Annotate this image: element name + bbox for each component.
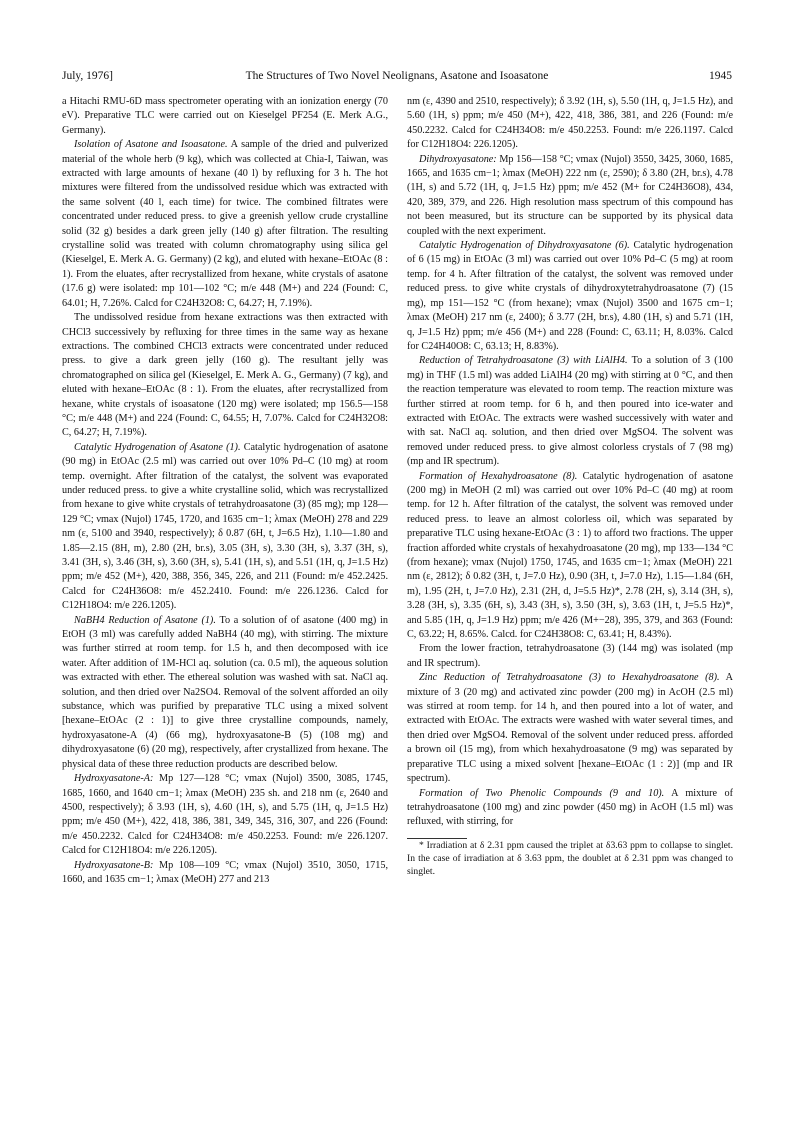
paragraph (62, 138, 388, 311)
paragraph (407, 95, 733, 153)
paragraph-heading: Formation of Two Phenolic Compounds (9 and 10). (419, 787, 665, 799)
paragraph-heading: Isolation of Asatone and Isoasatone. (74, 139, 228, 151)
right-column (407, 95, 733, 1095)
footnote: * Irradiation at δ 2.31 ppm caused the triplet at δ3.63 ppm to collapse to singlet. In the case of irradiation at δ 3.63 ppm, the doublet at δ 2.31 ppm was changed to singlet. (407, 839, 733, 877)
paragraph-heading: Hydroxyasatone-A: (74, 773, 154, 785)
paragraph-text: Mp 108—109 °C; νmax (Nujol) 3510, 3050, 1715, 1660, and 1635 cm−1; λmax (MeOH) 277 and 213 (62, 859, 388, 885)
page-number: 1945 (709, 70, 732, 82)
right-column-paragraphs (407, 95, 733, 830)
paragraph-heading: Dihydroxyasatone: (419, 153, 497, 165)
paragraph (407, 354, 733, 469)
paragraph (62, 859, 388, 888)
paragraph-text: a Hitachi RMU-6D mass spectrometer operating with an ionization energy (70 eV). Preparative TLC were carried out on Kieselgel PF254 (E. Merk A.G., Germany). (62, 96, 388, 136)
paragraph-text: Mp 156—158 °C; νmax (Nujol) 3550, 3425, 3060, 1685, 1665, and 1635 cm−1; λmax (MeOH) 222 nm (ε, 2590); δ 3.80 (2H, br.s), 4.78 (1H, s) and 5.72 (1H, q, J=1.5 Hz) ppm; m/e 452 (M+ for C24H36O8), 434, 420, 389, 379, and 226. High resolution mass spectrum of this compound has not been measured, but its structure can be supported by its physical data coupled with the next experiment. (407, 153, 733, 237)
left-column (62, 95, 388, 1095)
paragraph-heading: Hydroxyasatone-B: (74, 859, 154, 871)
paragraph-text: nm (ε, 4390 and 2510, respectively); δ 3.92 (1H, s), 5.50 (1H, q, J=1.5 Hz), and 5.60 (1H, s) ppm; m/e 450 (M+), 422, 418, 386, 381, and 226 (Found: m/e 450.2232. Calcd for C24H34O8: m/e 450.2253. Found: m/e 226.1197. Calcd for C12H18O4: 226.1205). (407, 96, 733, 151)
header-title: The Structures of Two Novel Neolignans, Asatone and Isoasatone (245, 70, 549, 82)
paragraph (407, 470, 733, 643)
paragraph-text: From the lower fraction, tetrahydroasatone (3) (144 mg) was isolated (mp and IR spectrum). (407, 643, 733, 669)
paragraph-text: To a solution of of asatone (400 mg) in EtOH (3 ml) was carefully added NaBH4 (40 mg), with stirring. The mixture was further stirred at room temp. for 1.5 h, and then decomposed with ice water. After addition of 1M-HCl aq. solution (ca. 0.5 ml), the aqueous solution was extracted with ether. The ethereal solution was washed with sat. NaCl aq. solution, and then dried over Na2SO4. Removal of the solvent afforded an oily substance, which was purified by preparative TLC using a mixed solvent [hexane–EtOAc (2 : 1)] to give three crystalline compounds, namely, hydroxyasatone-A (4) (66 mg), hydroxyasatone-B (5) (108 mg) and dihydroxyasatone (6) (20 mg), respectively, after crystallized from hexane. The physical data of these three reduction products are described below. (62, 614, 388, 770)
paragraph-text: Catalytic hydrogenation of asatone (200 mg) in MeOH (2 ml) was carried out over 10% Pd–C (40 mg) at room temp. for 12 h. After filtration of the catalyst, the solvent was removed under reduced press. to leave an almost colorless oil, which was separated by preparative TLC using hexane-EtOAc (3 : 1) to afford two fractions. The upper fraction afforded white crystals of hexahydroasatone (20 mg), mp 133—134 °C (from hexane); νmax (Nujol) 1750, 1745, and 1635 cm−1; λmax (MeOH) 221 nm (ε, 2812); δ 0.82 (3H, t, J=7.0 Hz), 0.90 (3H, t, J=7.0 Hz), 1.15—1.84 (6H, m), 1.95 (2H, t, J=7.0 Hz), 2.31 (2H, d, J=5.5 Hz)*, 2.78 (2H, s), 3.14 (3H, s), 3.28 (3H, s), 3.35 (6H, s), 3.43 (3H, s), 3.50 (3H, s), 3.63 (1H, t, J=5.5 Hz)*, and 5.85 (1H, q, J=1.9 Hz) ppm; m/e 426 (M+−28), 395, 379, and 363 (Found: C, 63.22; H, 8.65%. Calcd. for C24H38O8: C, 63.41; H, 8.43%). (407, 470, 733, 641)
paragraph-text: Catalytic hydrogenation of 6 (15 mg) in EtOAc (3 ml) was carried out over 10% Pd–C (5 mg) at room temp. for 4 h. After filtration of the catalyst, the solvent was removed under reduced press. to give white crystals of dihydroxytetrahydroasatone (7) (15 mg), mp 151—152 °C (from hexane); νmax (Nujol) 3500 and 1675 cm−1; λmax (MeOH) 217 nm (ε, 2400); δ 3.77 (2H, br.s), 4.80 (1H, s) and 5.71 (1H, q, J=1.5 Hz) ppm; m/e 456 (M+) and 228 (Found: C, 63.11; H, 8.03%. Calcd for C24H40O8: C, 63.13; H, 8.83%). (407, 240, 733, 352)
paragraph (62, 441, 388, 614)
paragraph-heading: Catalytic Hydrogenation of Dihydroxyasatone (6). (419, 240, 630, 252)
paragraph-heading: Catalytic Hydrogenation of Asatone (1). (74, 441, 241, 453)
paragraph-text: The undissolved residue from hexane extractions was then extracted with CHCl3 successively by refluxing for three times in the same way as hexane extractions. The combined CHCl3 extracts were concentrated under reduced press. to give a dark green jelly (160 g). The resultant jelly was chromatographed on silica gel (Kieselgel, E. Merk A. G., Germany) (7 kg), and eluted with hexane–EtOAc (8 : 1). From the eluates, after recrystallized from hexane, white crystals of isoasatone (120 mg) were isolated; mp 156.5—158 °C; m/e 448 (M+) and 224 (Found: C, 64.55; H, 7.07%. Calcd for C24H32O8: C, 64.27; H, 7.19%). (62, 312, 388, 439)
paragraph-text: To a solution of 3 (100 mg) in THF (1.5 ml) was added LiAlH4 (20 mg) with stirring at 0 °C, and then the reaction temperature was elevated to room temp. The reaction mixture was further stirred at room temp. for 6 h, and then poured into ice-water and extracted with EtOAc. The extracts were washed successively with water and with sat. NaCl aq. solution, and then dried over MgSO4. The solvent was removed under reduced press. to give almost colorless crystals of 7 (98 mg) (mp and IR spectrum). (407, 355, 733, 468)
paragraph (62, 772, 388, 858)
paragraph (62, 95, 388, 138)
paragraph-heading: Reduction of Tetrahydroasatone (3) with LiAlH4. (419, 355, 628, 367)
paragraph (407, 239, 733, 354)
journal-page (62, 0, 732, 1123)
header-date: July, 1976] (62, 70, 114, 82)
paragraph-text: A mixture of tetrahydroasatone (100 mg) and zinc powder (450 mg) in AcOH (1.5 ml) was refluxed, with stirring, for (407, 787, 733, 828)
paragraph (407, 642, 733, 671)
running-header (62, 70, 732, 86)
paragraph (407, 787, 733, 830)
paragraph (407, 153, 733, 239)
paragraph-heading: Zinc Reduction of Tetrahydroasatone (3) to Hexahydroasatone (8). (419, 672, 720, 684)
paragraph (62, 311, 388, 441)
paragraph-text: Mp 127—128 °C; νmax (Nujol) 3500, 3085, 1745, 1685, 1660, and 1640 cm−1; λmax (MeOH) 235 sh. and 218 nm (ε, 2640 and 4500, respectively); δ 3.93 (1H, s), 4.60 (1H, s), and 5.75 (1H, q, J=1.5 Hz) ppm; m/e 450 (M+), 422, 418, 386, 381, 349, 345, 316, 307, and 226 (Found: m/e 450.2232. Calcd for C24H34O8: m/e 450.2253. Found: m/e 226.1207. Calcd for C12H18O4: m/e 226.1205). (62, 773, 388, 857)
paragraph-heading: Formation of Hexahydroasatone (8). (419, 470, 578, 482)
paragraph-text: Catalytic hydrogenation of asatone (90 mg) in EtOAc (2.5 ml) was carried out over 10% Pd–C (10 mg) at room temp. overnight. After filtration of the catalyst, the solvent was evaporated under reduced press. to give a white crystalline solid, which was recrystallized from hexane to give white crystals of tetrahydroasatone (3) (85 mg); mp 128—129 °C; νmax (Nujol) 1745, 1720, and 1635 cm−1; λmax (MeOH) 278 and 229 nm (ε, 5100 and 3940, respectively); δ 0.87 (6H, t, J=6.5 Hz), 1.10—1.80 and 1.85—2.15 (8H, m), 2.80 (2H, br.s), 3.05 (3H, s), 3.30 (3H, s), 3.37 (3H, s), 3.41 (3H, s), 3.46 (3H, s), 3.60 (3H, s), 5.41 (1H, s), and 5.51 (1H, q, J=1.5 Hz) ppm; m/e 452 (M+), 420, 388, 356, 345, 226, and 211 (Found: m/e 452.2425. Calcd for C24H36O8: m/e 452.2410. Found: m/e 226.1236. Calcd for C12H18O4: m/e 226.1205). (62, 441, 388, 612)
paragraph (407, 671, 733, 786)
paragraph-text: A sample of the dried and pulverized material of the whole herb (9 kg), which was collected at Chia-I, Taiwan, was extracted with large amounts of hexane (40 l) by refluxing for 3 h. The hot mixtures were filtered from the undissolved residue which was extracted with the same solvent (40 l, each time) for twice. The combined filtrates were concentrated under reduced press. to give a greenish yellow crude crystalline solid (32 g) besides a dark green jelly (140 g) after filtration. The resulting crystalline solid was treated with column chromatography using silica gel (Kieselgel, E. Merk A. G. Germany) (2 kg), and eluted with hexane–EtOAc (8 : 1). From the eluates, after recrystallized from hexane, white crystals of asatone (17.6 g) were isolated: mp 101—102 °C; m/e 448 (M+) and 224 (Found: C, 64.01; H, 7.26%. Calcd for C24H32O8: C, 64.27; H, 7.19%). (62, 139, 388, 309)
paragraph-heading: NaBH4 Reduction of Asatone (1). (74, 614, 216, 626)
paragraph (62, 614, 388, 772)
paragraph-text: A mixture of 3 (20 mg) and activated zinc powder (200 mg) in AcOH (2.5 ml) was stirred at room temp. for 14 h, and then poured into a lot of water, and extracted with EtOAc. The extracts were washed with water several times, and then dried over MgSO4. Removal of the solvent under reduced press. afforded a brown oil (15 mg), from which hexahydroasatone (9 mg) was separated by preparative TLC using a mixed solvent [hexane–EtOAc (1 : 2)] (mp and IR spectrum). (407, 672, 733, 785)
